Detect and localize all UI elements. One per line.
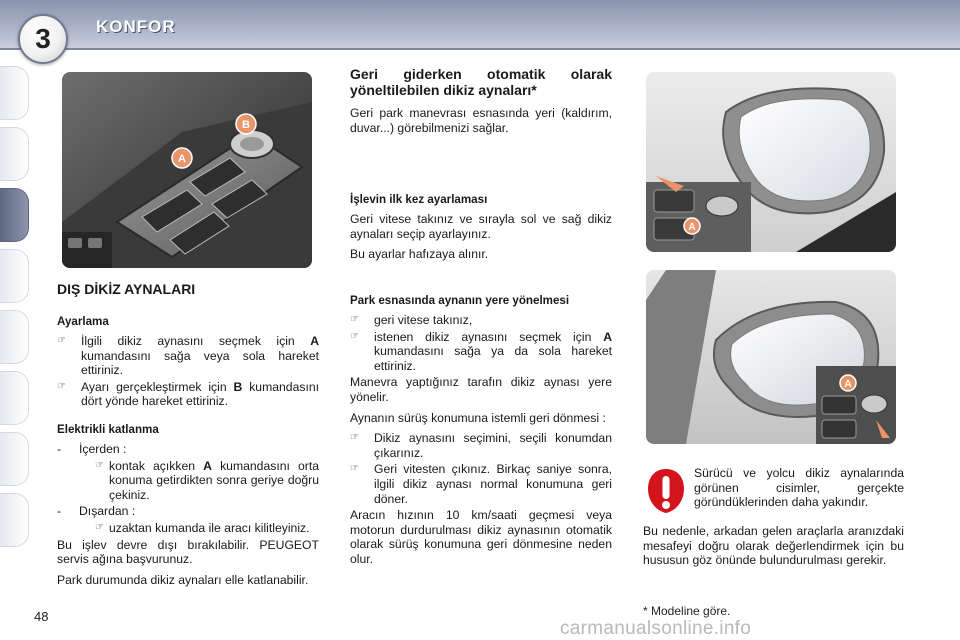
adjust-heading: Ayarlama xyxy=(57,315,109,328)
chapter-number: 3 xyxy=(35,23,51,54)
list-item: ☞ Ayarı gerçekleştirmek için B kumandasını dört yönde hareket ettiriniz. xyxy=(57,379,319,409)
first-setup-heading: İşlevin ilk kez ayarlaması xyxy=(350,193,488,207)
photo-label-a: A xyxy=(688,222,696,233)
paragraph: Aynanın sürüş konumuna istemli geri dönmesi : xyxy=(350,410,606,425)
exclamation-icon xyxy=(646,467,686,515)
warning-paragraph: Bu nedenle, arkadan gelen araçlarla aranızdaki mesafeyi doğru olarak değerlendirmek için bu hususun göz önünde bulundurulması gerekir. xyxy=(643,524,904,568)
pointing-hand-icon: ☞ xyxy=(57,380,66,392)
side-tab[interactable] xyxy=(0,493,29,547)
side-tab[interactable] xyxy=(0,310,29,364)
side-tab[interactable] xyxy=(0,249,29,303)
pointing-hand-icon: ☞ xyxy=(350,463,359,475)
warning-paragraph: Sürücü ve yolcu dikiz aynalarında görünen cisimler, gerçekte göründüklerinden daha yakındır. xyxy=(694,466,904,510)
list-item: ☞ Geri vitesten çıkınız. Birkaç saniye sonra, ilgili dikiz aynası normal konumuna geri döner. xyxy=(350,462,612,506)
door-switch-photo xyxy=(62,72,312,268)
photo-label-a: A xyxy=(178,153,186,165)
warning-text xyxy=(694,466,904,516)
park-heading: Park esnasında aynanın yere yönelmesi xyxy=(350,293,570,307)
pointing-hand-icon: ☞ xyxy=(350,432,359,444)
list-item: ☞ uzaktan kumanda ile aracı kilitleyiniz. xyxy=(95,520,310,535)
paragraph: Bu işlev devre dışı bırakılabilir. PEUGEOT servis ağına başvurunuz. xyxy=(57,537,319,567)
side-tab[interactable] xyxy=(0,127,29,181)
side-tab[interactable] xyxy=(0,432,29,486)
chapter-number-badge xyxy=(18,14,68,64)
pointing-hand-icon: ☞ xyxy=(95,521,104,533)
list-item: ☞ geri vitese takınız, xyxy=(350,312,473,327)
side-tab[interactable] xyxy=(0,371,29,425)
section-title: Geri giderken otomatik olarak yöneltilebilen dikiz aynaları* xyxy=(350,66,612,98)
pointing-hand-icon: ☞ xyxy=(350,313,359,325)
footnote: * Modeline göre. xyxy=(643,604,731,618)
pointing-hand-icon: ☞ xyxy=(350,330,359,342)
list-item: ☞ Dikiz aynasını seçimini, seçili konumdan çıkarınız. xyxy=(350,431,612,460)
section-title: DIŞ DİKİZ AYNALARI xyxy=(57,281,196,297)
photo-label-a: A xyxy=(844,379,852,390)
fold-heading: Elektrikli katlanma xyxy=(57,422,159,436)
chapter-header xyxy=(0,0,960,54)
list-item: - Dışardan : xyxy=(57,504,136,519)
paragraph: Aracın hızının 10 km/saati geçmesi veya motorun durdurulması dikiz aynasının otomatik olarak sürüş konumuna geri dönmesine neden olur. xyxy=(350,508,612,566)
paragraph: Geri vitese takınız ve sırayla sol ve sağ dikiz aynaları seçip ayarlayınız. xyxy=(350,212,612,241)
left-column xyxy=(57,281,319,593)
list-item: - İçerden : xyxy=(57,441,127,456)
paragraph: Manevra yaptığınız tarafın dikiz aynası yere yönelir. xyxy=(350,375,612,404)
list-item: ☞ kontak açıkken A kumandasını orta konuma getirdikten sonra geriye doğru çekiniz. xyxy=(95,458,319,502)
warning-text-continued xyxy=(643,524,904,574)
paragraph: Bu ayarlar hafızaya alınır. xyxy=(350,247,489,262)
mirror-photo-top xyxy=(646,72,896,252)
paragraph: Geri park manevrası esnasında yeri (kaldırım, duvar...) görebilmenizi sağlar. xyxy=(350,106,612,135)
paragraph: Park durumunda dikiz aynaları elle katlanabilir. xyxy=(57,572,309,587)
page-number: 48 xyxy=(34,609,49,624)
list-item: ☞ İlgili dikiz aynasını seçmek için A kumandasını sağa veya sola hareket ettiriniz. xyxy=(57,334,319,378)
photo-label-b: B xyxy=(242,119,250,131)
middle-column xyxy=(350,66,612,572)
pointing-hand-icon: ☞ xyxy=(95,459,104,471)
watermark: carmanualsonline.info xyxy=(560,618,752,639)
pointing-hand-icon: ☞ xyxy=(57,335,66,346)
mirror-photo-bottom xyxy=(646,270,896,444)
chapter-title: KONFOR xyxy=(96,17,176,36)
side-tab-active[interactable] xyxy=(0,188,29,242)
side-tab[interactable] xyxy=(0,66,29,120)
side-chapter-tabs xyxy=(0,66,32,554)
list-item: ☞ istenen dikiz aynasını seçmek için A kumandasını sağa ya da sola hareket ettiriniz. xyxy=(350,329,612,373)
